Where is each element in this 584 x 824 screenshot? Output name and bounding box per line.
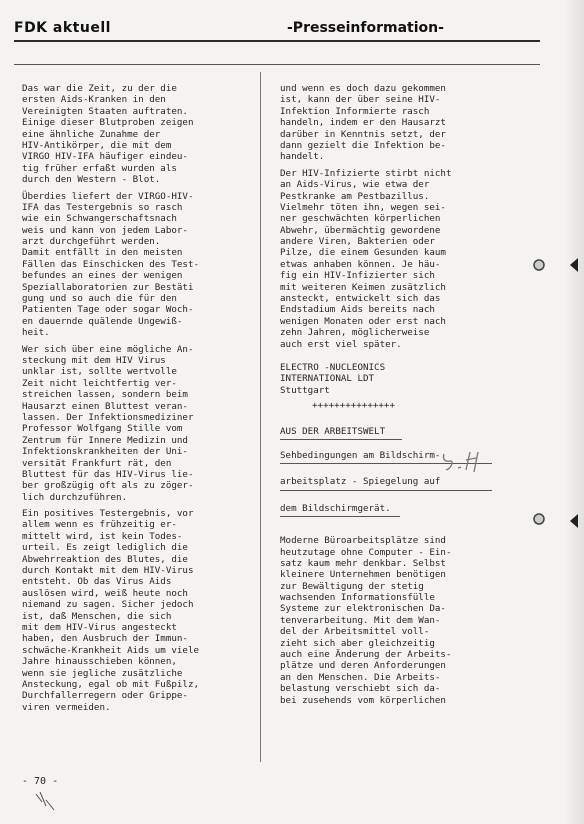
underline-rule <box>280 439 402 440</box>
body-text-line: HIV-Antikörper, die mit dem <box>22 139 172 151</box>
punch-hole-mark <box>532 258 546 272</box>
underline-rule <box>280 516 400 517</box>
spacer <box>280 350 520 362</box>
body-text-line: wie ein Schwangerschaftsnach <box>22 213 177 225</box>
body-text-line: streichen lassen, sondern beim <box>22 389 188 401</box>
body-text-line: weis und kann von jedem Labor- <box>22 224 188 236</box>
body-text-line: Hausarzt einen Bluttest veran- <box>22 400 188 412</box>
body-text-line: Jahre hinausschieben können, <box>22 656 177 668</box>
sender-line: Stuttgart <box>280 384 330 396</box>
body-text-line: dann gezielt die Infektion be- <box>280 139 446 151</box>
body-text-line: arzt durchgeführt werden. <box>22 236 161 248</box>
body-text-line: entsteht. Ob das Virus Aids <box>22 576 172 588</box>
body-text-line: durch Kontakt mit dem HIV-Virus <box>22 565 194 577</box>
body-text-line: auslösen wird, weiß heute noch <box>22 587 188 599</box>
punch-hole-mark <box>532 512 546 526</box>
body-text-line: Zeit nicht leichtfertig ver- <box>22 377 177 389</box>
body-text-line: urteil. Es zeigt lediglich die <box>22 542 188 554</box>
body-text-line: Damit entfällt in den meisten <box>22 247 183 259</box>
separator-stars: +++++++++++++++ <box>312 400 395 412</box>
body-text-line: Fällen das Einschicken des Test- <box>22 258 200 270</box>
body-text-line: allem wenn es frühzeitig er- <box>22 519 177 531</box>
left-column <box>22 83 254 713</box>
underline-rule <box>280 490 492 491</box>
body-text-line: del der Arbeitsmittel voll- <box>280 626 430 638</box>
headline-line: Sehbedingungen am Bildschirm- <box>280 449 441 461</box>
body-text-line: Wer sich über eine mögliche An- <box>22 343 194 355</box>
body-text-line: wachsenden Informationsfülle <box>280 592 435 604</box>
body-text-line: auch erst viel später. <box>280 338 402 350</box>
body-text-line: Infektionskrankheiten der Uni- <box>22 446 188 458</box>
body-text-line: en dauernde quälende Ungewiß- <box>22 315 183 327</box>
header-rule <box>14 40 540 42</box>
body-text-line: ner geschwächten körperlichen <box>280 213 441 225</box>
body-text-line: versität Frankfurt rät, den <box>22 457 172 469</box>
body-text-line: Vereinigten Staaten auftraten. <box>22 105 188 117</box>
body-text-line: andere Viren, Bakterien oder <box>280 236 435 248</box>
body-text-line: Systeme zur elektronischen Da- <box>280 603 446 615</box>
body-text-line: Zentrum für Innere Medizin und <box>22 434 188 446</box>
body-text-line: Patienten Tage oder sogar Woch- <box>22 304 194 316</box>
spacer <box>280 519 520 529</box>
body-text-line: Der HIV-Infizierte stirbt nicht <box>280 167 452 179</box>
body-text-line: handeln, indem er den Hausarzt <box>280 117 446 129</box>
body-text-line: tenverarbeitung. Mit dem Wan- <box>280 614 441 626</box>
body-text-line: an den Menschen. Die Arbeits- <box>280 671 441 683</box>
body-text-line: auch eine Änderung der Arbeits- <box>280 649 452 661</box>
body-text-line: ist, kann der über seine HIV- <box>280 94 441 106</box>
body-text-line: Ansteckung, egal ob mit Fußpilz, <box>22 678 200 690</box>
body-text-line: zehn Jahren, möglicherweise <box>280 327 430 339</box>
body-text-line: darüber in Kenntnis setzt, der <box>280 128 446 140</box>
body-text-line: Endstadium Aids bereits nach <box>280 304 435 316</box>
body-text-line: mit weiteren Keimen zusätzlich <box>280 281 446 293</box>
body-text-line: Infektion Informierte rasch <box>280 105 430 117</box>
body-text-line: zur Bewältigung der stetig <box>280 580 424 592</box>
spacer <box>280 412 520 426</box>
body-text-line: viren vermeiden. <box>22 701 111 713</box>
body-text-line: gung und so auch die für den <box>22 293 177 305</box>
body-text-line: etwas anhaben können. Je häu- <box>280 258 441 270</box>
body-text-line: Professor Wolfgang Stille vom <box>22 423 183 435</box>
body-text-line: handelt. <box>280 151 325 163</box>
body-text-line: schwäche-Krankheit Aids um viele <box>22 644 200 656</box>
spacer <box>280 493 520 503</box>
section-title: AUS DER ARBEITSWELT <box>280 425 386 437</box>
body-text-line: haben, den Ausbruch der Immun- <box>22 633 188 645</box>
body-text-line: Bluttest für das HIV-Virus lie- <box>22 468 194 480</box>
headline-line: dem Bildschirmgerät. <box>280 502 391 514</box>
body-text-line: Überdies liefert der VIRGO-HIV- <box>22 190 194 202</box>
body-text-line: kleinere Unternehmen benötigen <box>280 569 446 581</box>
body-text-line: zieht sich aber gleichzeitig <box>280 637 435 649</box>
body-text-line: mit dem HIV-Virus angesteckt <box>22 621 177 633</box>
column-divider <box>260 72 261 762</box>
body-text-line: heutzutage ohne Computer - Ein- <box>280 546 452 558</box>
headline-line: arbeitsplatz - Spiegelung auf <box>280 476 441 488</box>
page-number: - 70 - <box>22 776 59 787</box>
body-text-line: mittelt wird, ist kein Todes- <box>22 530 183 542</box>
body-text-line: IFA das Testergebnis so rasch <box>22 201 183 213</box>
header-rule-thin <box>14 64 540 65</box>
body-text-line: plätze und deren Anforderungen <box>280 660 446 672</box>
handwritten-signature <box>440 448 488 478</box>
body-text-line: tig früher erfaßt wurden als <box>22 162 177 174</box>
body-text-line: und wenn es doch dazu gekommen <box>280 83 446 94</box>
body-text-line: Moderne Büroarbeitsplätze sind <box>280 535 446 547</box>
body-text-line: Abwehrreaktion des Blutes, die <box>22 553 188 565</box>
body-text-line: Einige dieser Blutproben zeigen <box>22 117 194 129</box>
body-text-line: befundes an eines der wenigen <box>22 270 183 282</box>
body-text-line: Vielmehr töten ihn, wegen sei- <box>280 201 446 213</box>
body-text-line: ersten Aids-Kranken in den <box>22 94 166 106</box>
body-text-line: VIRGO HIV-IFA häufiger eindeu- <box>22 151 188 163</box>
body-text-line: ansteckt, entwickelt sich das <box>280 293 441 305</box>
pen-scribble <box>32 790 62 814</box>
body-text-line: ber großzügig oft als zu zöger- <box>22 480 194 492</box>
header-press-info: -Presseinformation- <box>287 20 444 36</box>
header-title: FDK aktuell <box>14 20 111 36</box>
body-text-line: wenigen Monaten oder erst nach <box>280 315 446 327</box>
sender-line: INTERNATIONAL LDT <box>280 373 375 385</box>
body-text-line: bei zusehends vom körperlichen <box>280 694 446 706</box>
body-text-line: fig ein HIV-Infizierter sich <box>280 270 435 282</box>
body-text-line: durch den Western - Blot. <box>22 174 161 186</box>
body-text-line: wenn sie jegliche zusätzliche <box>22 667 183 679</box>
body-text-line: Das war die Zeit, zu der die <box>22 83 177 94</box>
body-text-line: steckung mit dem HIV Virus <box>22 354 166 366</box>
body-text-line: Pilze, die einem Gesunden kaum <box>280 247 446 259</box>
body-text-line: Ein positives Testergebnis, vor <box>22 508 194 520</box>
body-text-line: unklar ist, sollte wertvolle <box>22 366 177 378</box>
body-text-line: belastung verschiebt sich da- <box>280 683 441 695</box>
body-text-line: heit. <box>22 327 50 339</box>
body-text-line: Pestkranke am Pestbazillus. <box>280 190 430 202</box>
body-text-line: satz kaum mehr denkbar. Selbst <box>280 557 446 569</box>
body-text-line: lassen. Der Infektionsmediziner <box>22 411 194 423</box>
sender-line: ELECTRO -NUCLEONICS <box>280 361 386 373</box>
body-text-line: an Aids-Virus, wie etwa der <box>280 179 430 191</box>
body-text-line: ist, daß Menschen, die sich <box>22 610 172 622</box>
body-text-line: Abwehr, übermächtig gewordene <box>280 224 441 236</box>
body-text-line: eine ähnliche Zunahme der <box>22 128 161 140</box>
body-text-line: niemand zu sagen. Sicher jedoch <box>22 599 194 611</box>
right-column <box>280 83 520 706</box>
body-text-line: lich durchzuführen. <box>22 491 128 503</box>
body-text-line: Durchfallerregern oder Grippe- <box>22 690 188 702</box>
body-text-line: Speziallaboratorien zur Bestäti <box>22 281 194 293</box>
page-edge-shadow <box>564 0 584 824</box>
